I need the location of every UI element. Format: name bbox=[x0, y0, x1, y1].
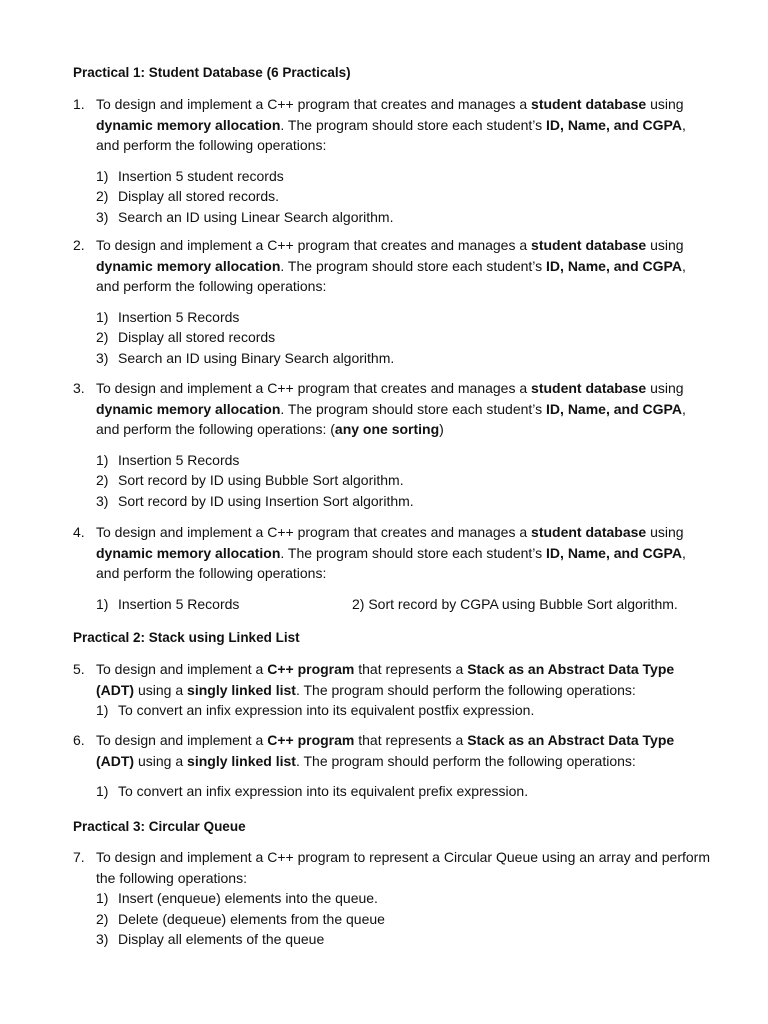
practical-2-heading: Practical 2: Stack using Linked List bbox=[73, 630, 300, 645]
list-item: 2) Display all stored records bbox=[96, 329, 276, 345]
sub-list bbox=[96, 888, 713, 950]
practical-item-1 bbox=[73, 94, 713, 227]
list-item: 1) Insert (enqueue) elements into the queue. bbox=[96, 890, 378, 906]
practical-3-heading: Practical 3: Circular Queue bbox=[73, 819, 246, 834]
list-item: 2) Sort record by CGPA using Bubble Sort algorithm. bbox=[352, 595, 678, 612]
item-number: 6. bbox=[73, 732, 85, 748]
list-item: 3) Display all elements of the queue bbox=[96, 931, 325, 947]
item-number: 3. bbox=[73, 380, 85, 396]
item-number: 1. bbox=[73, 96, 85, 112]
item-description: To design and implement a C++ program that creates and manages a student database using dynamic memory allocation. The program should store each student’s ID, Name, and CGPA, and perform the following operations: bbox=[96, 96, 686, 153]
practical-item-3 bbox=[73, 378, 713, 511]
sub-list bbox=[96, 450, 713, 512]
list-item: 2) Display all stored records. bbox=[96, 188, 280, 204]
item-number: 4. bbox=[73, 524, 85, 540]
list-item: 1) Insertion 5 Records bbox=[96, 308, 240, 325]
list-item: 2) Sort record by ID using Bubble Sort algorithm. bbox=[96, 472, 404, 488]
item-number: 7. bbox=[73, 849, 85, 865]
item-number: 5. bbox=[73, 661, 85, 677]
practical-item-4 bbox=[73, 522, 713, 614]
sub-list-inline bbox=[96, 594, 713, 615]
practical-item-2 bbox=[73, 235, 713, 368]
item-description: To design and implement a C++ program that creates and manages a student database using dynamic memory allocation. The program should store each student’s ID, Name, and CGPA, and perform the following operations: (any one sorting) bbox=[96, 380, 686, 437]
sub-list bbox=[96, 700, 713, 721]
item-description: To design and implement a C++ program that represents a Stack as an Abstract Data Type (ADT) using a singly linked list. The program should perform the following operations: bbox=[96, 732, 675, 769]
list-item: Insertion 5 Records bbox=[118, 595, 240, 612]
list-item: 1) Insertion 5 student records bbox=[96, 167, 284, 184]
sub-list bbox=[96, 166, 713, 228]
list-item: 1) Insertion 5 Records bbox=[96, 451, 240, 468]
practical-item-7 bbox=[73, 847, 713, 950]
practical-1-heading: Practical 1: Student Database (6 Practicals) bbox=[73, 65, 351, 80]
item-description: To design and implement a C++ program that represents a Stack as an Abstract Data Type (ADT) using a singly linked list. The program should perform the following operations: bbox=[96, 661, 675, 698]
list-item: 3) Sort record by ID using Insertion Sort algorithm. bbox=[96, 492, 414, 509]
practical-item-5 bbox=[73, 659, 713, 721]
list-item-number: 1) bbox=[96, 595, 109, 612]
list-item: 1) To convert an infix expression into its equivalent postfix expression. bbox=[96, 702, 535, 718]
sub-list bbox=[96, 781, 713, 802]
list-item: 1) To convert an infix expression into its equivalent prefix expression. bbox=[96, 783, 529, 799]
sub-list bbox=[96, 307, 713, 369]
item-description: To design and implement a C++ program to represent a Circular Queue using an array and perform the following operations: bbox=[96, 849, 710, 886]
list-item: 3) Search an ID using Binary Search algorithm. bbox=[96, 349, 395, 366]
item-description: To design and implement a C++ program that creates and manages a student database using dynamic memory allocation. The program should store each student’s ID, Name, and CGPA, and perform the following operations: bbox=[96, 524, 686, 581]
item-description: To design and implement a C++ program that creates and manages a student database using dynamic memory allocation. The program should store each student’s ID, Name, and CGPA, and perform the following operations: bbox=[96, 237, 686, 294]
list-item: 2) Delete (dequeue) elements from the queue bbox=[96, 910, 385, 927]
list-item: 3) Search an ID using Linear Search algorithm. bbox=[96, 208, 394, 225]
item-number: 2. bbox=[73, 237, 85, 253]
practical-item-6 bbox=[73, 730, 713, 802]
